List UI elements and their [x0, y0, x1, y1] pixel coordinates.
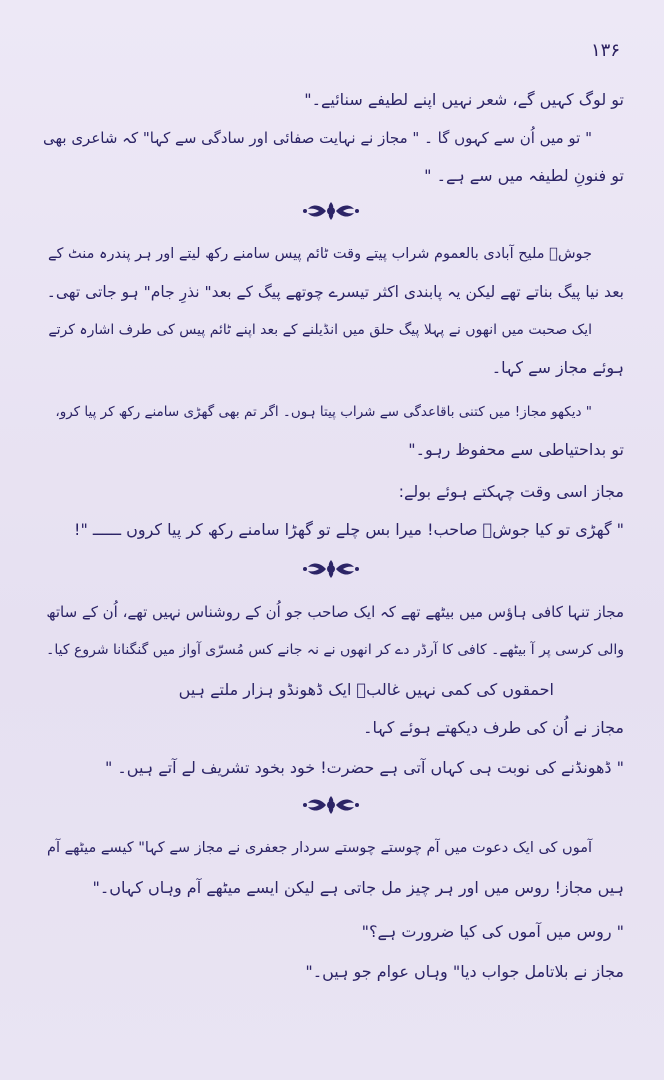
text-line: مجاز نے اُن کی طرف دیکھتے ہوئے کہا۔ [363, 718, 624, 737]
verse-line: احمقوں کی کمی نہیں غالبؔ ایک ڈھونڈو ہزار ملتے ہیں [178, 680, 554, 699]
text-line: تو بداحتیاطی سے محفوظ رہو۔" [408, 440, 624, 459]
text-line: " روس میں آموں کی کیا ضرورت ہے؟" [361, 922, 624, 941]
text-line: والی کرسی پر آ بیٹھے۔ کافی کا آرڈر دے کر انھوں نے نہ جانے کس مُسرّی آواز میں گنگنانا شروع کیا۔ [46, 642, 624, 658]
text-line: " دیکھو مجاز! میں کتنی باقاعدگی سے شراب پیتا ہوں۔ اگر تم بھی گھڑی سامنے رکھ کر پیا کرو، [55, 404, 592, 420]
page-number: ۱۳۶ [590, 40, 620, 61]
floral-ornament-icon [302, 200, 360, 222]
text-line: " گھڑی تو کیا جوشؔ صاحب! میرا بس چلے تو گھڑا سامنے رکھ کر پیا کروں ــــــ "! [74, 520, 624, 539]
text-line: جوشؔ ملیح آبادی بالعموم شراب پیتے وقت ٹائم پیس سامنے رکھ لیتے اور ہر پندرہ منٹ کے [48, 246, 592, 262]
text-line: آموں کی ایک دعوت میں آم چوستے چوستے سردار جعفری نے مجاز سے کہا" کیسے میٹھے آم [46, 840, 592, 856]
text-line: مجاز تنہا کافی ہاؤس میں بیٹھے تھے کہ ایک صاحب جو اُن کے روشناس نہیں تھے، اُن کے ساتھ [46, 603, 624, 621]
text-line: تو لوگ کہیں گے، شعر نہیں اپنے لطیفے سنائیے۔" [304, 90, 624, 109]
text-line: تو فنونِ لطیفہ میں سے ہے۔ " [424, 166, 624, 185]
text-line: مجاز نے بلاتامل جواب دیا" وہاں عوام جو ہیں۔" [305, 962, 624, 981]
floral-ornament-icon [302, 794, 360, 816]
text-line: مجاز اسی وقت چہکتے ہوئے بولے: [398, 482, 624, 501]
text-line: بعد نیا پیگ بناتے تھے لیکن یہ پابندی اکثر تیسرے چوتھے پیگ کے بعد" نذرِ جام" ہو جاتی تھی۔ [46, 283, 624, 301]
text-line: ایک صحبت میں انھوں نے پہلا پیگ حلق میں انڈیلنے کے بعد اپنے ٹائم پیس کی طرف اشارہ کرتے [48, 322, 592, 338]
text-line: ہوئے مجاز سے کہا۔ [491, 358, 624, 377]
floral-ornament-icon [302, 558, 360, 580]
text-line: " ڈھونڈنے کی نوبت ہی کہاں آتی ہے حضرت! خود بخود تشریف لے آتے ہیں۔ " [104, 758, 624, 777]
text-line: ہیں مجاز! روس میں اور ہر چیز مل جاتی ہے لیکن ایسے میٹھے آم وہاں کہاں۔" [92, 878, 624, 897]
text-line: " تو میں اُن سے کہوں گا ۔ " مجاز نے نہایت صفائی اور سادگی سے کہا" کہ شاعری بھی [42, 129, 592, 147]
